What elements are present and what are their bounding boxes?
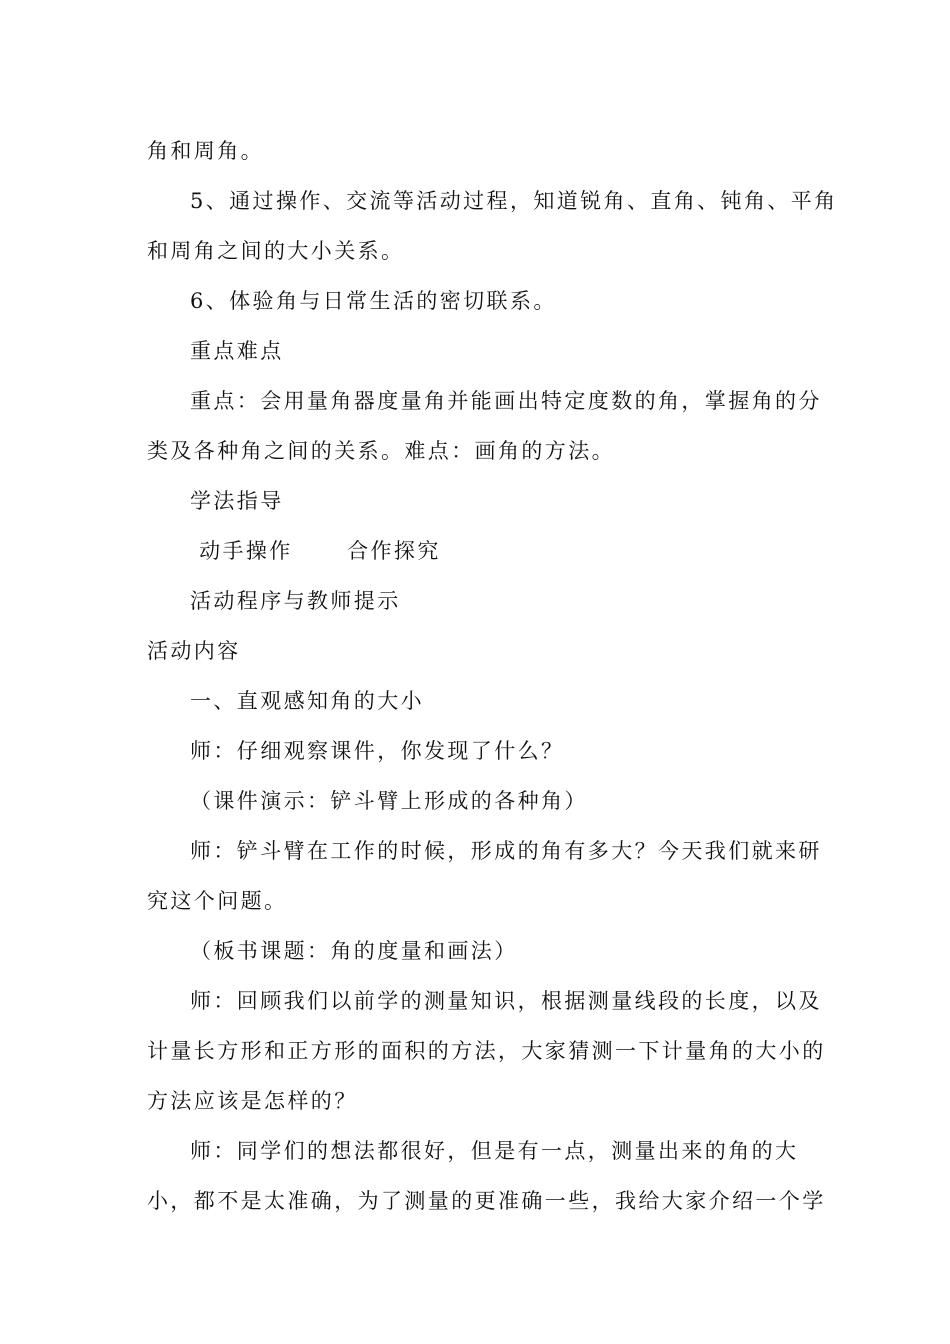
method-line: 动手操作 合作探究: [190, 539, 441, 563]
text-line: 方法应该是怎样的？: [147, 1089, 358, 1113]
objective-5-line: 5、通过操作、交流等活动过程，知道锐角、直角、钝角、平角: [190, 189, 838, 213]
text-line: 师：铲斗臂在工作的时候，形成的角有多大？今天我们就来研: [190, 839, 822, 863]
text-line: 师：同学们的想法都很好，但是有一点，测量出来的角的大: [190, 1139, 799, 1163]
text-line: 计量长方形和正方形的面积的方法，大家猜测一下计量角的大小的: [147, 1039, 826, 1063]
text-line: （课件演示：铲斗臂上形成的各种角）: [190, 789, 588, 813]
text-line: 角和周角。: [147, 139, 264, 163]
section-heading-key-points: 重点难点: [190, 339, 284, 363]
subheading-line: 一、直观感知角的大小: [190, 689, 424, 713]
text-line: 类及各种角之间的关系。难点：画角的方法。: [147, 439, 615, 463]
section-heading-method: 学法指导: [190, 489, 284, 513]
text-line: 小，都不是太准确，为了测量的更准确一些，我给大家介绍一个学: [147, 1189, 826, 1213]
text-line: 师：回顾我们以前学的测量知识，根据测量线段的长度，以及: [190, 989, 822, 1013]
text-line: 重点：会用量角器度量角并能画出特定度数的角，掌握角的分: [190, 389, 822, 413]
text-line: （板书课题：角的度量和画法）: [190, 939, 518, 963]
text-line: 和周角之间的大小关系。: [147, 239, 405, 263]
section-heading-procedure: 活动程序与教师提示: [190, 589, 401, 613]
text-line: 究这个问题。: [147, 889, 288, 913]
objective-6-line: 6、体验角与日常生活的密切联系。: [190, 289, 557, 313]
text-line: 师：仔细观察课件，你发现了什么？: [190, 739, 565, 763]
section-heading-activity: 活动内容: [147, 639, 241, 663]
